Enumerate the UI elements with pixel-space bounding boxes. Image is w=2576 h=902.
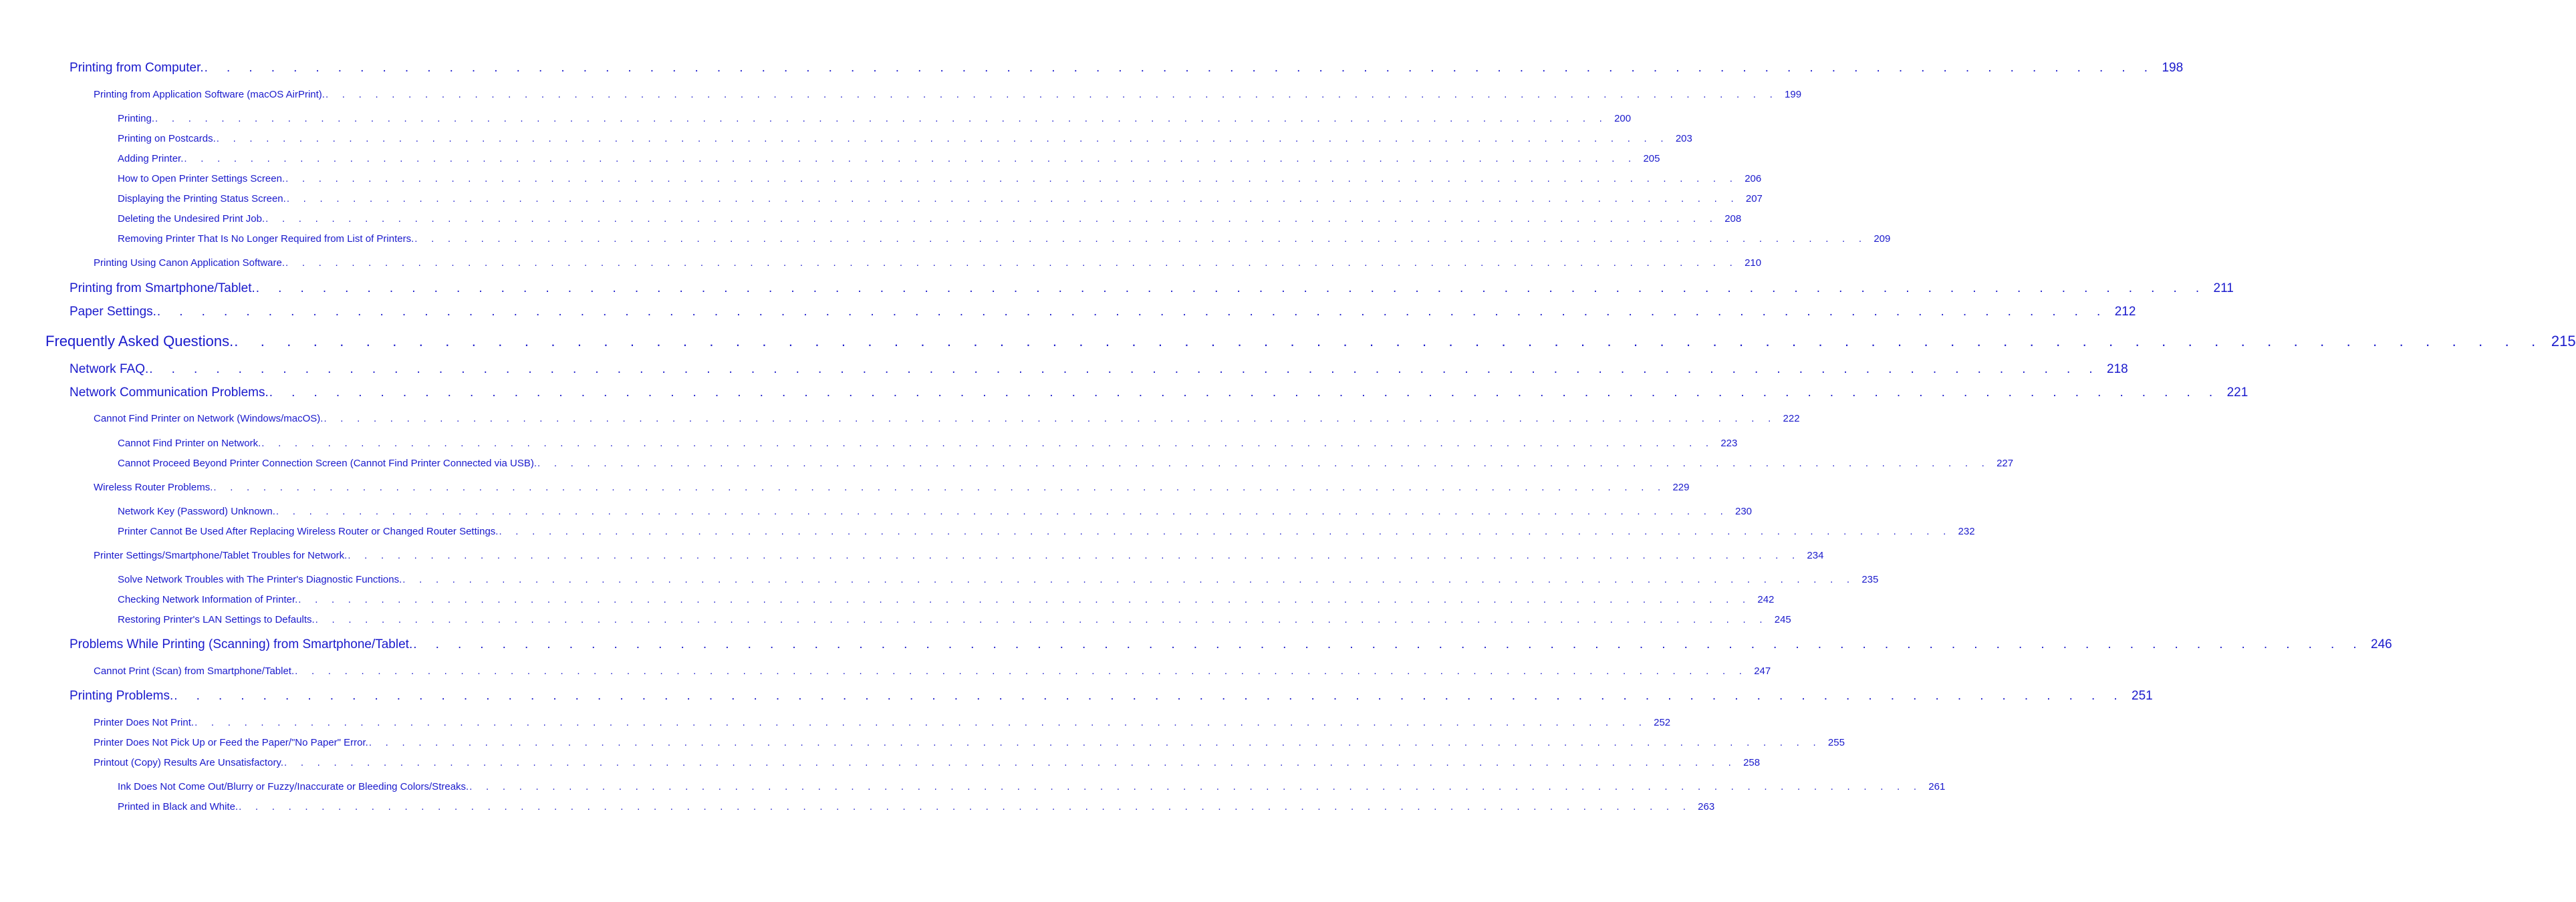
toc-leader-dots: . . . . . . . . . . . . . . . . . . . . . . . . . . . . . . . . . . . . . . . . . . . . . . . . . . . . . . . . . . . . . . . . . . . . . . . . . . . . . . . . . . . . . . . . xyxy=(285,257,1738,269)
toc-entry-adding-printer[interactable] xyxy=(118,153,1660,164)
toc-leader-dots: . . . . . . . . . . . . . . . . . . . . . . . . . . . . . . . . . . . . . . . . . . . . . . . . . . . . . . . . . . . . . . . . . . . . . . . . . . . . . . . . . . . . . . . . xyxy=(239,801,1692,812)
toc-entry-page-number: 199 xyxy=(1785,89,1802,100)
toc-entry-page-number: 221 xyxy=(2226,386,2248,400)
toc-entry-cannot-find-printer-windows-macos[interactable] xyxy=(94,413,1800,424)
toc-entry-title: Displaying the Printing Status Screen. xyxy=(118,193,286,204)
toc-entry-page-number: 215 xyxy=(2551,333,2576,349)
toc-leader-dots: . . . . . . . . . . . . . . . . . . . . . . . . . . . . . . . . . . . . . . . . . . . . . . . . . . . . . . . . . . . . . . . . . . . . . . . . . . . . . . . . . . . . . . . . xyxy=(174,689,2126,703)
toc-entry-title: Checking Network Information of Printer. xyxy=(118,594,298,605)
toc-entry-printout-unsatisfactory[interactable] xyxy=(94,757,1761,768)
toc-entry-title: Printing from Application Software (macOS AirPrint). xyxy=(94,89,325,100)
toc-leader-dots: . . . . . . . . . . . . . . . . . . . . . . . . . . . . . . . . . . . . . . . . . . . . . . . . . . . . . . . . . . . . . . . . . . . . . . . . . . . . . . . . . . . . . . . . xyxy=(234,333,2545,349)
toc-entry-cannot-print-from-smartphone[interactable] xyxy=(94,665,1771,677)
toc-entry-printing-from-application-software[interactable] xyxy=(94,89,1802,100)
toc-entry-network-communication-problems[interactable] xyxy=(70,386,2248,400)
toc-entry-title: Printing Using Canon Application Software. xyxy=(94,257,285,269)
toc-leader-dots: . . . . . . . . . . . . . . . . . . . . . . . . . . . . . . . . . . . . . . . . . . . . . . . . . . . . . . . . . . . . . . . . . . . . . . . . . . . . . . . . . . . . . . . . xyxy=(195,717,1648,728)
toc-entry-page-number: 235 xyxy=(1861,574,1879,585)
toc-entry-printer-cannot-be-used-after-router[interactable] xyxy=(118,526,1975,537)
toc-leader-dots: . . . . . . . . . . . . . . . . . . . . . . . . . . . . . . . . . . . . . . . . . . . . . . . . . . . . . . . . . . . . . . . . . . . . . . . . . . . . . . . . . . . . . . . . xyxy=(149,362,2101,376)
toc-entry-title: Printer Cannot Be Used After Replacing Wireless Router or Changed Router Settings. xyxy=(118,526,499,537)
toc-entry-title: Printout (Copy) Results Are Unsatisfactory. xyxy=(94,757,283,768)
toc-leader-dots: . . . . . . . . . . . . . . . . . . . . . . . . . . . . . . . . . . . . . . . . . . . . . . . . . . . . . . . . . . . . . . . . . . . . . . . . . . . . . . . . . . . . . . . . xyxy=(413,637,2365,651)
toc-leader-dots: . . . . . . . . . . . . . . . . . . . . . . . . . . . . . . . . . . . . . . . . . . . . . . . . . . . . . . . . . . . . . . . . . . . . . . . . . . . . . . . . . . . . . . . . xyxy=(324,413,1777,424)
toc-entry-title: Cannot Find Printer on Network. xyxy=(118,438,261,449)
toc-entry-title: Frequently Asked Questions. xyxy=(45,333,234,349)
toc-entry-problems-printing-from-smartphone[interactable] xyxy=(70,637,2392,652)
toc-entry-title: Paper Settings. xyxy=(70,305,156,319)
toc-leader-dots: . . . . . . . . . . . . . . . . . . . . . . . . . . . . . . . . . . . . . . . . . . . . . . . . . . . . . . . . . . . . . . . . . . . . . . . . . . . . . . . . . . . . . . . . xyxy=(325,89,1779,100)
toc-entry-printing[interactable] xyxy=(118,113,1632,124)
toc-entry-page-number: 203 xyxy=(1675,133,1692,144)
toc-entry-frequently-asked-questions[interactable] xyxy=(45,333,2576,349)
toc-entry-page-number: 218 xyxy=(2107,362,2128,376)
toc-entry-printing-status-screen[interactable] xyxy=(118,193,1763,204)
toc-entry-page-number: 242 xyxy=(1757,594,1775,605)
toc-entry-title: Cannot Print (Scan) from Smartphone/Tablet. xyxy=(94,665,295,677)
toc-entry-title: Printing from Computer. xyxy=(70,61,204,75)
toc-entry-title: Cannot Proceed Beyond Printer Connection Screen (Cannot Find Printer Connected via USB). xyxy=(118,458,537,469)
toc-entry-printing-from-smartphone[interactable] xyxy=(70,281,2234,296)
toc-entry-wireless-router-problems[interactable] xyxy=(94,482,1690,493)
toc-entry-title: Wireless Router Problems. xyxy=(94,482,213,493)
toc-entry-page-number: 247 xyxy=(1754,665,1771,677)
toc-entry-paper-settings[interactable] xyxy=(70,305,2136,319)
toc-entry-title: How to Open Printer Settings Screen. xyxy=(118,173,285,184)
toc-entry-title: Cannot Find Printer on Network (Windows/macOS). xyxy=(94,413,324,424)
toc-entry-network-faq[interactable] xyxy=(70,362,2128,377)
toc-leader-dots: . . . . . . . . . . . . . . . . . . . . . . . . . . . . . . . . . . . . . . . . . . . . . . . . . . . . . . . . . . . . . . . . . . . . . . . . . . . . . . . . . . . . . . . . xyxy=(265,213,1718,224)
toc-entry-checking-network-information[interactable] xyxy=(118,594,1775,605)
toc-entry-open-printer-settings[interactable] xyxy=(118,173,1762,184)
toc-entry-page-number: 200 xyxy=(1614,113,1632,124)
toc-entry-page-number: 205 xyxy=(1643,153,1660,164)
toc-leader-dots: . . . . . . . . . . . . . . . . . . . . . . . . . . . . . . . . . . . . . . . . . . . . . . . . . . . . . . . . . . . . . . . . . . . . . . . . . . . . . . . . . . . . . . . . xyxy=(156,305,2108,319)
toc-entry-restoring-lan-settings[interactable] xyxy=(118,614,1791,625)
toc-leader-dots: . . . . . . . . . . . . . . . . . . . . . . . . . . . . . . . . . . . . . . . . . . . . . . . . . . . . . . . . . . . . . . . . . . . . . . . . . . . . . . . . . . . . . . . . xyxy=(286,193,1739,204)
toc-entry-title: Solve Network Troubles with The Printer's Diagnostic Functions. xyxy=(118,574,402,585)
toc-leader-dots: . . . . . . . . . . . . . . . . . . . . . . . . . . . . . . . . . . . . . . . . . . . . . . . . . . . . . . . . . . . . . . . . . . . . . . . . . . . . . . . . . . . . . . . . xyxy=(261,438,1714,449)
toc-leader-dots: . . . . . . . . . . . . . . . . . . . . . . . . . . . . . . . . . . . . . . . . . . . . . . . . . . . . . . . . . . . . . . . . . . . . . . . . . . . . . . . . . . . . . . . . xyxy=(285,173,1738,184)
toc-entry-title: Printing from Smartphone/Tablet. xyxy=(70,281,255,295)
toc-entry-title: Network Key (Password) Unknown. xyxy=(118,506,275,517)
toc-entry-page-number: 245 xyxy=(1774,614,1791,625)
toc-entry-page-number: 209 xyxy=(1874,233,1891,245)
toc-entry-title: Adding Printer. xyxy=(118,153,184,164)
toc-entry-removing-printer[interactable] xyxy=(118,233,1891,245)
toc-entry-title: Problems While Printing (Scanning) from Smartphone/Tablet. xyxy=(70,637,413,651)
toc-entry-title: Ink Does Not Come Out/Blurry or Fuzzy/Inaccurate or Bleeding Colors/Streaks. xyxy=(118,781,469,792)
toc-leader-dots: . . . . . . . . . . . . . . . . . . . . . . . . . . . . . . . . . . . . . . . . . . . . . . . . . . . . . . . . . . . . . . . . . . . . . . . . . . . . . . . . . . . . . . . . xyxy=(348,550,1801,561)
toc-leader-dots: . . . . . . . . . . . . . . . . . . . . . . . . . . . . . . . . . . . . . . . . . . . . . . . . . . . . . . . . . . . . . . . . . . . . . . . . . . . . . . . . . . . . . . . . xyxy=(255,281,2207,295)
toc-entry-printer-does-not-print[interactable] xyxy=(94,717,1671,728)
toc-entry-ink-does-not-come-out[interactable] xyxy=(118,781,1946,792)
toc-entry-page-number: 207 xyxy=(1745,193,1763,204)
toc-entry-title: Printer Does Not Pick Up or Feed the Paper/"No Paper" Error. xyxy=(94,737,368,748)
toc-entry-page-number: 234 xyxy=(1807,550,1824,561)
toc-entry-page-number: 230 xyxy=(1734,506,1753,517)
toc-entry-solve-network-troubles[interactable] xyxy=(118,574,1879,585)
toc-entry-title: Restoring Printer's LAN Settings to Defaults. xyxy=(118,614,315,625)
toc-entry-page-number: 212 xyxy=(2114,305,2136,319)
toc-entry-title: Printing on Postcards. xyxy=(118,133,216,144)
toc-entry-title: Network Communication Problems. xyxy=(70,386,269,400)
toc-leader-dots: . . . . . . . . . . . . . . . . . . . . . . . . . . . . . . . . . . . . . . . . . . . . . . . . . . . . . . . . . . . . . . . . . . . . . . . . . . . . . . . . . . . . . . . . xyxy=(269,386,2220,400)
toc-entry-deleting-print-job[interactable] xyxy=(118,213,1742,224)
toc-entry-page-number: 261 xyxy=(1928,781,1946,792)
toc-entry-cannot-find-printer-on-network[interactable] xyxy=(118,438,1738,449)
toc-entry-page-number: 206 xyxy=(1745,173,1762,184)
toc-leader-dots: . . . . . . . . . . . . . . . . . . . . . . . . . . . . . . . . . . . . . . . . . . . . . . . . . . . . . . . . . . . . . . . . . . . . . . . . . . . . . . . . . . . . . . . . xyxy=(414,233,1867,245)
toc-entry-page-number: 211 xyxy=(2213,281,2234,295)
toc-entry-printing-on-postcards[interactable] xyxy=(118,133,1692,144)
toc-entry-page-number: 223 xyxy=(1720,438,1738,449)
toc-leader-dots: . . . . . . . . . . . . . . . . . . . . . . . . . . . . . . . . . . . . . . . . . . . . . . . . . . . . . . . . . . . . . . . . . . . . . . . . . . . . . . . . . . . . . . . . xyxy=(204,61,2156,75)
toc-entry-page-number: 255 xyxy=(1827,737,1845,748)
toc-entry-network-key-unknown[interactable] xyxy=(118,506,1753,517)
toc-leader-dots: . . . . . . . . . . . . . . . . . . . . . . . . . . . . . . . . . . . . . . . . . . . . . . . . . . . . . . . . . . . . . . . . . . . . . . . . . . . . . . . . . . . . . . . . xyxy=(213,482,1666,493)
toc-leader-dots: . . . . . . . . . . . . . . . . . . . . . . . . . . . . . . . . . . . . . . . . . . . . . . . . . . . . . . . . . . . . . . . . . . . . . . . . . . . . . . . . . . . . . . . . xyxy=(155,113,1608,124)
toc-entry-page-number: 208 xyxy=(1724,213,1742,224)
toc-leader-dots: . . . . . . . . . . . . . . . . . . . . . . . . . . . . . . . . . . . . . . . . . . . . . . . . . . . . . . . . . . . . . . . . . . . . . . . . . . . . . . . . . . . . . . . . xyxy=(537,458,1990,469)
toc-leader-dots: . . . . . . . . . . . . . . . . . . . . . . . . . . . . . . . . . . . . . . . . . . . . . . . . . . . . . . . . . . . . . . . . . . . . . . . . . . . . . . . . . . . . . . . . xyxy=(368,737,1821,748)
toc-entry-page-number: 251 xyxy=(2132,689,2153,703)
toc-entry-page-number: 258 xyxy=(1743,757,1761,768)
toc-leader-dots: . . . . . . . . . . . . . . . . . . . . . . . . . . . . . . . . . . . . . . . . . . . . . . . . . . . . . . . . . . . . . . . . . . . . . . . . . . . . . . . . . . . . . . . . xyxy=(298,594,1751,605)
toc-entry-title: Network FAQ. xyxy=(70,362,149,376)
toc-entry-title: Printed in Black and White. xyxy=(118,801,239,812)
toc-entry-title: Deleting the Undesired Print Job. xyxy=(118,213,265,224)
toc-entry-printed-in-black-and-white[interactable] xyxy=(118,801,1715,812)
toc-entry-printing-from-computer[interactable] xyxy=(70,61,2184,76)
toc-entry-title: Printing Problems. xyxy=(70,689,174,703)
toc-entry-title: Removing Printer That Is No Longer Required from List of Printers. xyxy=(118,233,414,245)
toc-entry-canon-application-software[interactable] xyxy=(94,257,1762,269)
toc-leader-dots: . . . . . . . . . . . . . . . . . . . . . . . . . . . . . . . . . . . . . . . . . . . . . . . . . . . . . . . . . . . . . . . . . . . . . . . . . . . . . . . . . . . . . . . . xyxy=(499,526,1952,537)
toc-entry-page-number: 252 xyxy=(1654,717,1671,728)
toc-entry-page-number: 263 xyxy=(1698,801,1715,812)
toc-entry-page-number: 222 xyxy=(1783,413,1800,424)
toc-entry-page-number: 232 xyxy=(1958,526,1975,537)
toc-leader-dots: . . . . . . . . . . . . . . . . . . . . . . . . . . . . . . . . . . . . . . . . . . . . . . . . . . . . . . . . . . . . . . . . . . . . . . . . . . . . . . . . . . . . . . . . xyxy=(469,781,1922,792)
toc-leader-dots: . . . . . . . . . . . . . . . . . . . . . . . . . . . . . . . . . . . . . . . . . . . . . . . . . . . . . . . . . . . . . . . . . . . . . . . . . . . . . . . . . . . . . . . . xyxy=(184,153,1637,164)
toc-entry-page-number: 227 xyxy=(1997,458,2014,469)
toc-entry-cannot-proceed-beyond-connection[interactable] xyxy=(118,458,2014,469)
toc-entry-page-number: 246 xyxy=(2371,637,2392,651)
toc-entry-title: Printing. xyxy=(118,113,155,124)
toc-entry-printing-problems[interactable] xyxy=(70,689,2153,704)
toc-leader-dots: . . . . . . . . . . . . . . . . . . . . . . . . . . . . . . . . . . . . . . . . . . . . . . . . . . . . . . . . . . . . . . . . . . . . . . . . . . . . . . . . . . . . . . . . xyxy=(275,506,1728,517)
toc-leader-dots: . . . . . . . . . . . . . . . . . . . . . . . . . . . . . . . . . . . . . . . . . . . . . . . . . . . . . . . . . . . . . . . . . . . . . . . . . . . . . . . . . . . . . . . . xyxy=(295,665,1748,677)
toc-leader-dots: . . . . . . . . . . . . . . . . . . . . . . . . . . . . . . . . . . . . . . . . . . . . . . . . . . . . . . . . . . . . . . . . . . . . . . . . . . . . . . . . . . . . . . . . xyxy=(284,757,1737,768)
toc-entry-page-number: 198 xyxy=(2162,61,2184,75)
toc-entry-title: Printer Settings/Smartphone/Tablet Troubles for Network. xyxy=(94,550,348,561)
toc-entry-printer-settings-smartphone-troubles[interactable] xyxy=(94,550,1824,561)
toc-entry-title: Printer Does Not Print. xyxy=(94,717,195,728)
toc-entry-printer-does-not-feed-paper[interactable] xyxy=(94,737,1845,748)
toc-entry-page-number: 210 xyxy=(1745,257,1762,269)
toc-leader-dots: . . . . . . . . . . . . . . . . . . . . . . . . . . . . . . . . . . . . . . . . . . . . . . . . . . . . . . . . . . . . . . . . . . . . . . . . . . . . . . . . . . . . . . . . xyxy=(402,574,1855,585)
toc-leader-dots: . . . . . . . . . . . . . . . . . . . . . . . . . . . . . . . . . . . . . . . . . . . . . . . . . . . . . . . . . . . . . . . . . . . . . . . . . . . . . . . . . . . . . . . . xyxy=(216,133,1669,144)
toc-leader-dots: . . . . . . . . . . . . . . . . . . . . . . . . . . . . . . . . . . . . . . . . . . . . . . . . . . . . . . . . . . . . . . . . . . . . . . . . . . . . . . . . . . . . . . . . xyxy=(315,614,1768,625)
toc-entry-page-number: 229 xyxy=(1672,482,1690,493)
